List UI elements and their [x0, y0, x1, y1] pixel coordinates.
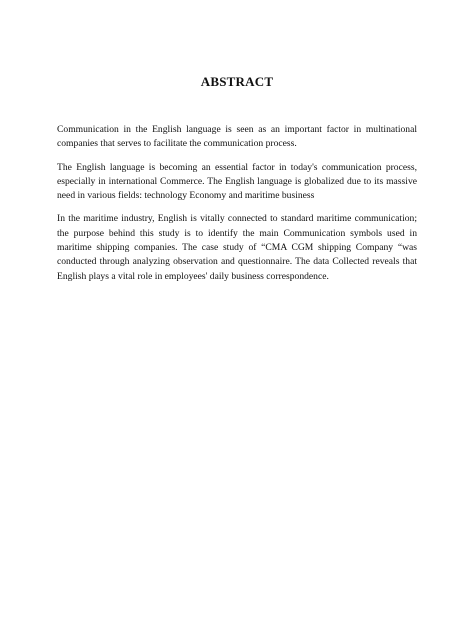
paragraph-2: The English language is becoming an essential factor in today's communication process, especially in international Commerce. The English language is globalized due to its massive need in various fields: technology Economy and maritime business	[57, 161, 417, 202]
paragraph-1: Communication in the English language is seen as an important factor in multinational companies that serves to facilitate the communication process.	[57, 124, 417, 150]
abstract-body	[57, 123, 417, 293]
page-title: ABSTRACT	[200, 74, 274, 89]
paragraph-3: In the maritime industry, English is vitally connected to standard maritime communication; the purpose behind this study is to identify the main Communication symbols used in maritime shipping companies. The case study of “CMA CGM shipping Company “was conducted through analyzing observation and questionnaire. The data Collected reveals that English plays a vital role in employees' daily business correspondence.	[57, 213, 417, 282]
